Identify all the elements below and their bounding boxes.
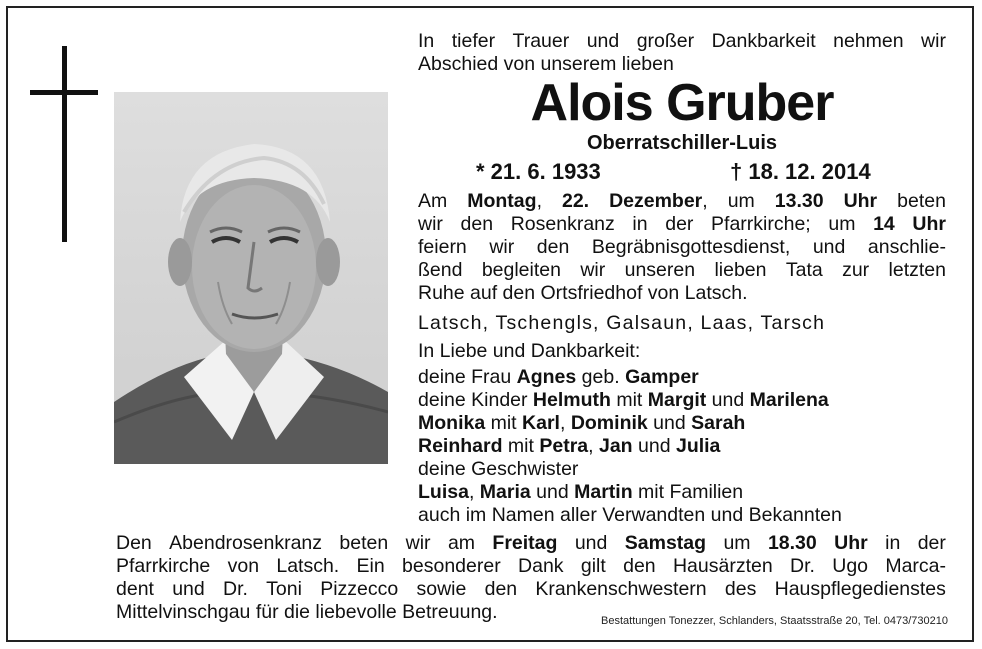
family-run: Maria (479, 481, 531, 503)
deceased-name: Alois Gruber (530, 74, 834, 132)
announcement-word: beten (897, 190, 946, 212)
intro-text (418, 30, 946, 76)
family-run: und (647, 412, 692, 434)
intro-word: wir (921, 30, 946, 52)
family-run: mit (610, 389, 648, 411)
closing-word: sowie (416, 578, 467, 600)
announcement-word: Rosenkranz (510, 213, 615, 235)
announcement-word: wir (418, 213, 443, 235)
family-run: deine Kinder (418, 389, 533, 411)
closing-line (116, 532, 946, 555)
closing-word: Samstag (624, 532, 707, 554)
intro-word: In (418, 30, 435, 52)
funeral-home-footer: Bestattungen Tonezzer, Schlanders, Staatsstraße 20, Tel. 0473/730210 (601, 615, 948, 627)
closing-word: in (885, 532, 901, 554)
announcement-run: Ruhe auf den Ortsfriedhof von Latsch. (418, 282, 748, 304)
family-run: Monika (418, 412, 486, 434)
announcement-word: wir (580, 259, 606, 281)
house-name: Oberratschiller-Luis (586, 132, 778, 154)
portrait-photo (114, 92, 388, 464)
family-run: Jan (598, 435, 633, 457)
closing-word: Toni (266, 578, 302, 600)
announcement-line (418, 190, 946, 213)
closing-word: Dr. (223, 578, 248, 600)
family-run: und (530, 481, 575, 503)
closing-word: Krankenschwestern (535, 578, 707, 600)
announcement-word: Tata (785, 259, 823, 281)
family-run: Reinhard (418, 435, 503, 457)
portrait-illustration (114, 92, 388, 464)
family-run: geb. (576, 366, 626, 388)
announcement-word: Begräbnisgottesdienst, (591, 236, 791, 258)
announcement-word: und (812, 236, 846, 258)
closing-text (116, 532, 946, 624)
announcement-word: Montag (467, 190, 537, 212)
announcement-word: Pfarrkirche; (711, 213, 811, 235)
closing-word: beten (339, 532, 389, 554)
closing-word: den (484, 578, 518, 600)
intro-word: und (586, 30, 620, 52)
family-run: Dominik (570, 412, 648, 434)
family-run: mit (485, 412, 523, 434)
announcement-word: wir (489, 236, 515, 258)
closing-word: Den (116, 532, 152, 554)
announcement-word: Dezember (609, 190, 703, 212)
closing-word: Pizzecco (320, 578, 399, 600)
family-run: , (588, 435, 599, 457)
closing-word: Latsch. (276, 555, 340, 577)
intro-word: Trauer (512, 30, 570, 52)
intro-word: großer (636, 30, 695, 52)
announcement-word: den (460, 213, 494, 235)
closing-word: Uhr (834, 532, 868, 554)
family-run: , (559, 412, 571, 434)
intro-word: nehmen (833, 30, 904, 52)
closing-word: gilt (580, 555, 606, 577)
announcement-word: 13.30 (774, 190, 824, 212)
closing-word: Ein (356, 555, 385, 577)
love-line: In Liebe und Dankbarkeit: (418, 340, 641, 362)
family-run: Marilena (749, 389, 829, 411)
announcement-word: Uhr (843, 190, 878, 212)
family-run: , (468, 481, 480, 503)
family-run: deine Frau (418, 366, 517, 388)
announcement-word: feiern (418, 236, 467, 258)
closing-word: Marca- (885, 555, 946, 577)
family-run: Margit (647, 389, 707, 411)
closing-word: Dank (518, 555, 564, 577)
announcement-word: unseren (624, 259, 696, 281)
family-line (418, 412, 946, 435)
closing-word: und (574, 532, 608, 554)
intro-line-1 (418, 30, 946, 53)
announcement-word: Am (418, 190, 448, 212)
announcement-line (418, 213, 946, 236)
closing-word: Hausärzten (672, 555, 773, 577)
announcement-word: zur (842, 259, 870, 281)
family-run: Luisa (418, 481, 469, 503)
closing-word: Hauspflegedienstes (774, 578, 946, 600)
places-line: Latsch, Tschengls, Galsaun, Laas, Tarsch (418, 312, 826, 334)
announcement-word: ßend (418, 259, 463, 281)
family-line (418, 504, 946, 527)
closing-line (116, 555, 946, 578)
closing-word: und (172, 578, 205, 600)
cross-horizontal-bar (30, 90, 98, 95)
closing-word: 18.30 (767, 532, 817, 554)
family-line (418, 435, 946, 458)
intro-word: tiefer (451, 30, 496, 52)
announcement-line (418, 236, 946, 259)
intro-line-2: Abschied von unserem lieben (418, 53, 674, 75)
family-run: Martin (574, 481, 633, 503)
announcement-word: um (727, 190, 755, 212)
closing-word: um (723, 532, 751, 554)
closing-word: wir (405, 532, 431, 554)
announcement-word: den (536, 236, 570, 258)
family-run: Helmuth (532, 389, 611, 411)
birth-date: * 21. 6. 1933 (476, 159, 601, 184)
announcement-word: Dezember, (609, 190, 708, 212)
family-run: Gamper (625, 366, 699, 388)
family-run: und (632, 435, 676, 457)
announcement-word: anschlie- (867, 236, 946, 258)
announcement-word: Montag, (467, 190, 542, 212)
family-line (418, 481, 946, 504)
announcement-line (418, 259, 946, 282)
announcement-word: 22. (561, 190, 590, 212)
closing-word: Ugo (832, 555, 869, 577)
announcement-word: um (828, 213, 856, 235)
closing-word: Abendrosenkranz (169, 532, 323, 554)
closing-word: am (447, 532, 476, 554)
closing-line (116, 578, 946, 601)
announcement (418, 190, 946, 305)
announcement-word: 14 (873, 213, 895, 235)
family-list (418, 366, 946, 527)
closing-word: von (227, 555, 260, 577)
announcement-line (418, 282, 946, 305)
cross-vertical-bar (62, 46, 67, 242)
family-run: Julia (675, 435, 721, 457)
family-run: Agnes (516, 366, 577, 388)
closing-word: Dr. (790, 555, 815, 577)
announcement-word: begleiten (481, 259, 561, 281)
family-run: auch im Namen aller Verwandten und Bekannten (418, 504, 842, 526)
closing-word: besonderer (402, 555, 501, 577)
announcement-word: Uhr (912, 213, 946, 235)
family-run: deine Geschwister (418, 458, 579, 480)
closing-word: Pfarrkirche (116, 555, 211, 577)
family-run: Karl (522, 412, 560, 434)
family-line (418, 458, 946, 481)
family-line (418, 389, 946, 412)
closing-word: den (623, 555, 656, 577)
announcement-word: in (632, 213, 648, 235)
intro-word: Dankbarkeit (711, 30, 816, 52)
closing-run: Mittelvinschgau für die liebevolle Betreuung. (116, 601, 498, 623)
closing-word: dent (116, 578, 154, 600)
closing-word: Freitag (492, 532, 558, 554)
announcement-word: der (665, 213, 694, 235)
family-run: Petra (539, 435, 589, 457)
family-run: und (706, 389, 750, 411)
announcement-word: lieben (714, 259, 767, 281)
announcement-word: letzten (888, 259, 946, 281)
closing-word: des (724, 578, 757, 600)
family-run: Sarah (691, 412, 746, 434)
death-date: † 18. 12. 2014 (730, 159, 871, 184)
family-run: mit Familien (632, 481, 744, 503)
family-line (418, 366, 946, 389)
family-run: mit (502, 435, 540, 457)
closing-word: der (917, 532, 946, 554)
